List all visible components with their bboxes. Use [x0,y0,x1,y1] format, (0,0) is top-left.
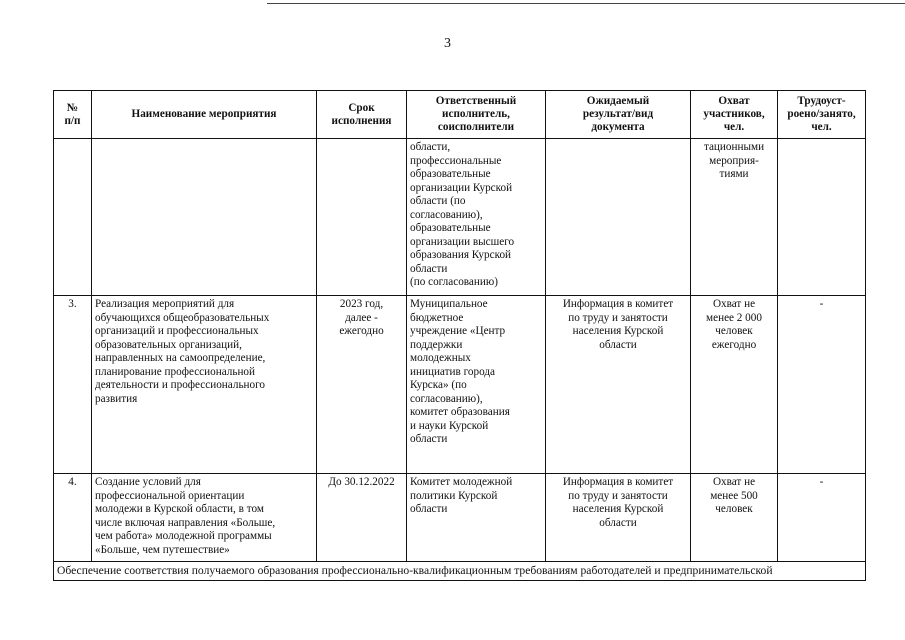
row-employed: - [778,296,866,474]
measures-table [53,90,866,581]
row-term: 2023 год, далее - ежегодно [317,296,407,474]
row-term [317,139,407,296]
section-heading-row [54,562,866,581]
row-number: 4. [54,474,92,562]
row-event-name: Создание условий для профессиональной ориентации молодежи в Курской области, в том числе включая направления «Больше, чем работа» молодежной программы «Больше, чем путешествие» [92,474,317,562]
header-event-name: Наименование мероприятия [92,91,317,139]
row-employed [778,139,866,296]
row-expected-result: Информация в комитет по труду и занятости населения Курской области [546,474,691,562]
header-responsible: Ответственный исполнитель, соисполнители [407,91,546,139]
row-event-name [92,139,317,296]
row-number: 3. [54,296,92,474]
row-participants: Охват не менее 500 человек [691,474,778,562]
row-participants: Охват не менее 2 000 человек ежегодно [691,296,778,474]
row-participants: тационными мероприя- тиями [691,139,778,296]
table-header-row [54,91,866,139]
row-employed: - [778,474,866,562]
row-responsible: Комитет молодежной политики Курской области [407,474,546,562]
header-employed: Трудоуст- роено/занято, чел. [778,91,866,139]
page-top-rule [267,3,905,4]
row-expected-result [546,139,691,296]
row-expected-result: Информация в комитет по труду и занятости населения Курской области [546,296,691,474]
table-row [54,474,866,562]
table-row [54,296,866,474]
page-number: 3 [444,36,451,51]
row-number [54,139,92,296]
row-responsible: Муниципальное бюджетное учреждение «Центр поддержки молодежных инициатив города Курска» (по согласованию), комитет образования и науки Курской области [407,296,546,474]
header-number: № п/п [54,91,92,139]
header-expected-result: Ожидаемый результат/вид документа [546,91,691,139]
section-heading: Обеспечение соответствия получаемого образования профессионально-квалификационным требованиям работодателей и предпринимательской [54,562,866,581]
row-event-name: Реализация мероприятий для обучающихся общеобразовательных организаций и профессиональных образовательных организаций, направленных на самоопределение, планирование профессиональной деятельности и профессионального развития [92,296,317,474]
row-responsible: области, профессиональные образовательные организации Курской области (по согласованию), образовательные организации высшего образования Курской области (по согласованию) [407,139,546,296]
row-term: До 30.12.2022 [317,474,407,562]
table-row [54,139,866,296]
header-participants: Охват участников, чел. [691,91,778,139]
header-term: Срок исполнения [317,91,407,139]
